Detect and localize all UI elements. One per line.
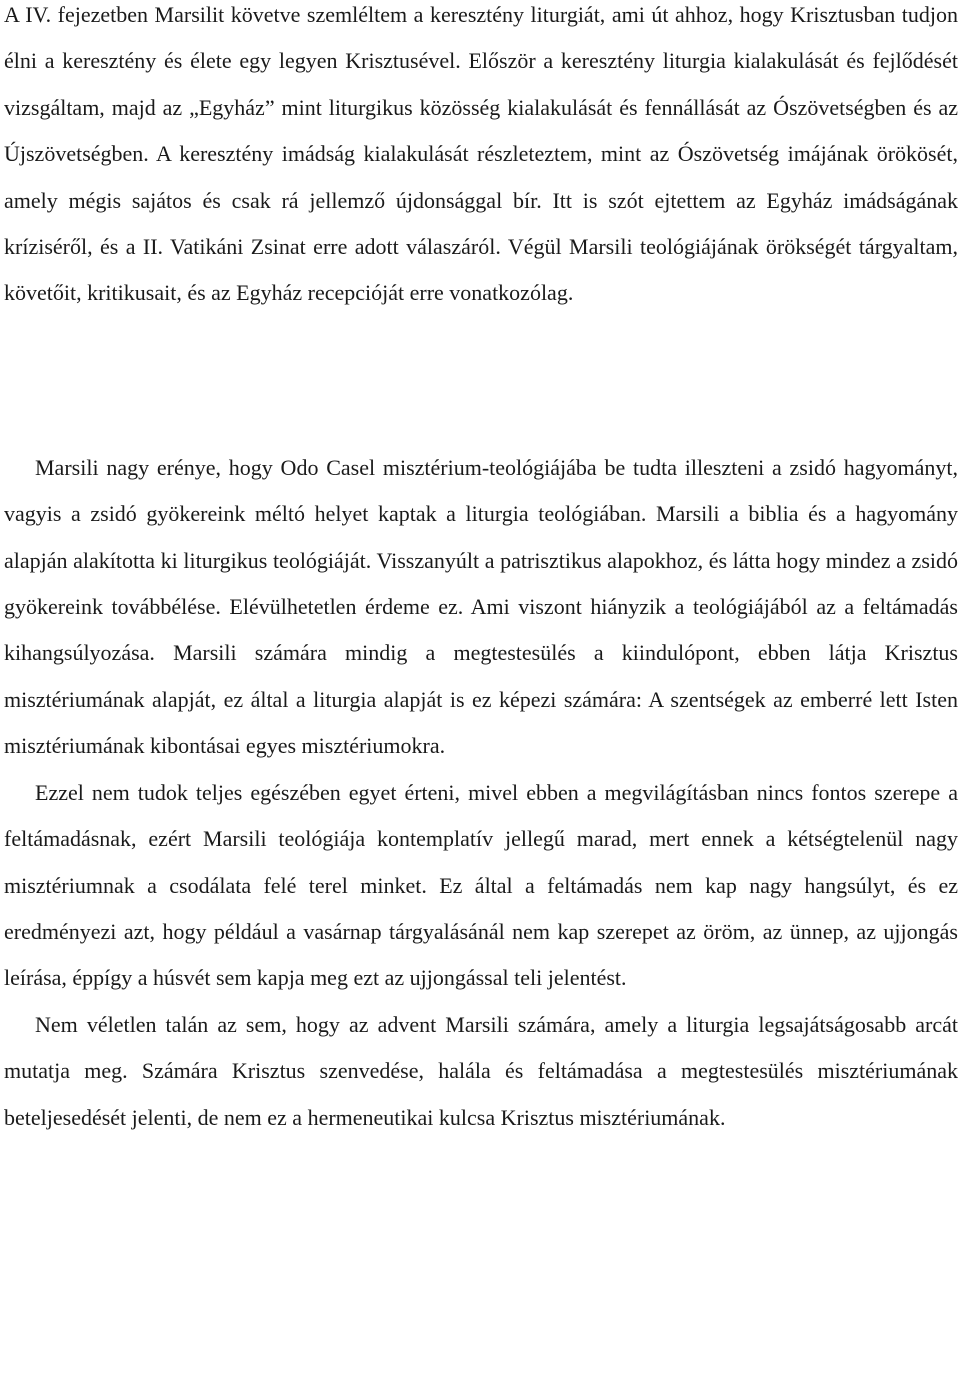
paragraph-disagreement: Ezzel nem tudok teljes egészében egyet érteni, mivel ebben a megvilágításban nincs fontos szerepe a feltámadásnak, ezért Marsili teológiája kontemplatív jellegű marad, mert ennek a kétségtelenül nagy misztériumnak a csodálata felé terel minket. Ez által a feltámadás nem kap nagy hangsúlyt, és ez eredményezi azt, hogy például a vasárnap tárgyalásánál nem kap szerepet az öröm, az ünnep, az ujjongás leírása, éppígy a húsvét sem kapja meg ezt az ujjongással teli jelentést.	[4, 779, 958, 991]
paragraph-marsili-merit: Marsili nagy erénye, hogy Odo Casel misztérium-teológiájába be tudta illeszteni a zsidó hagyományt, vagyis a zsidó gyökereink méltó helyet kaptak a liturgia teológiában. Marsili a biblia és a hagyomány alapján alakította ki liturgikus teológiáját. Visszanyúlt a patrisztikus alapokhoz, és látta hogy mindez a zsidó gyökereink továbbélése. Elévülhetetlen érdeme ez. Ami viszont hiányzik a teológiájából az a feltámadás kihangsúlyozása. Marsili számára mindig a megtestesülés a kiindulópont, ebben látja Krisztus misztériumának alapját, ez által a liturgia alapját is ez képezi számára: A szentségek az emberré lett Isten misztériumának kibontásai egyes misztériumokra.	[4, 454, 958, 759]
document-page	[4, 0, 958, 1141]
paragraph-advent: Nem véletlen talán az sem, hogy az advent Marsili számára, amely a liturgia legsajátságosabb arcát mutatja meg. Számára Krisztus szenvedése, halála és feltámadása a megtestesülés misztériumának beteljesedését jelenti, de nem ez a hermeneutikai kulcsa Krisztus misztériumának.	[4, 1011, 958, 1130]
paragraph-summary: A IV. fejezetben Marsilit követve szemléltem a keresztény liturgiát, ami út ahhoz, hogy Krisztusban tudjon élni a keresztény és élete egy legyen Krisztusével. Először a keresztény liturgia kialakulását és fejlődését vizsgáltam, majd az „Egyház” mint liturgikus közösség kialakulását és fennállását az Ószövetségben és az Újszövetségben. A keresztény imádság kialakulását részleteztem, mint az Ószövetség imájának örökösét, amely mégis sajátos és csak rá jellemző újdonsággal bír. Itt is szót ejtettem az Egyház imádságának kríziséről, és a II. Vatikáni Zsinat erre adott válaszáról. Végül Marsili teológiájának örökségét tárgyaltam, követőit, kritikusait, és az Egyház recepcióját erre vonatkozólag.	[4, 2, 958, 306]
